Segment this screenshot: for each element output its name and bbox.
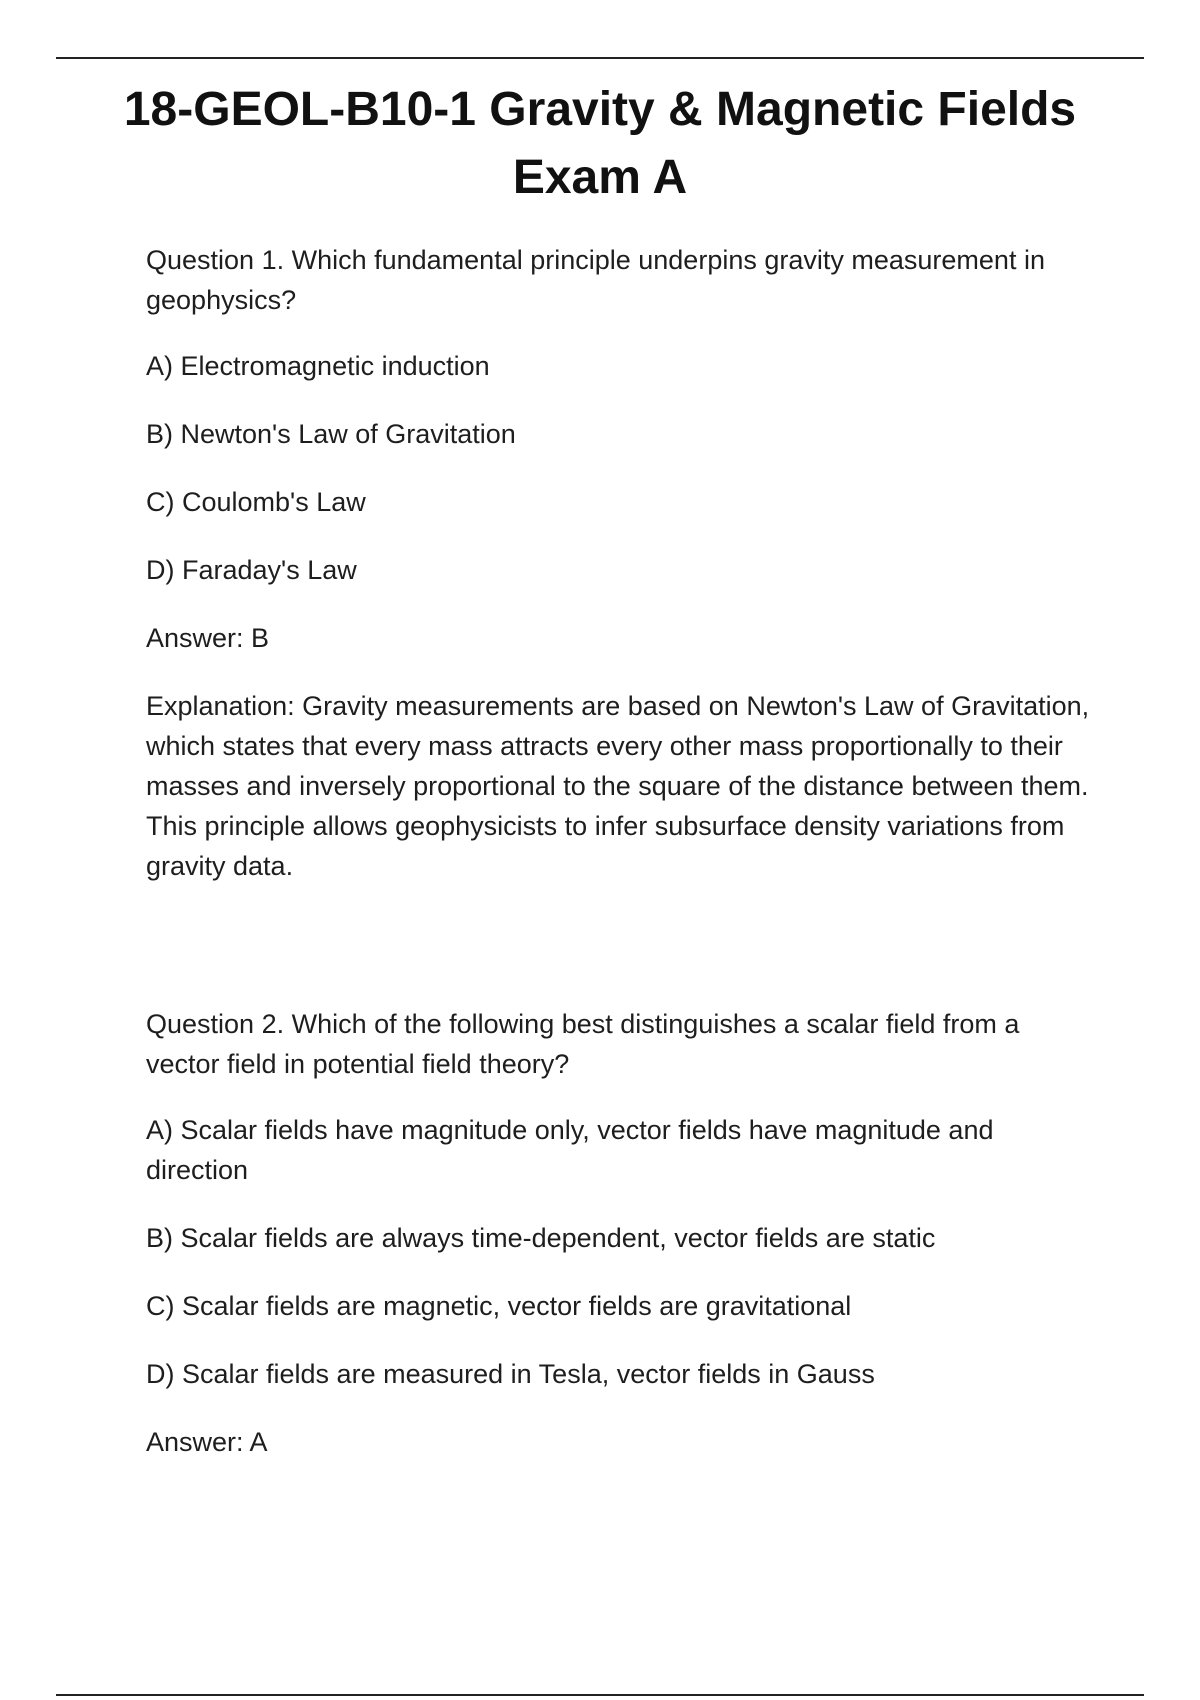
document-title: 18-GEOL-B10-1 Gravity & Magnetic Fields Exam A bbox=[123, 83, 1077, 204]
question-2-option-c: C) Scalar fields are magnetic, vector fields are gravitational bbox=[146, 1291, 852, 1321]
question-1-option-c: C) Coulomb's Law bbox=[146, 487, 366, 517]
question-2-option-a: A) Scalar fields have magnitude only, vector fields have magnitude and direction bbox=[146, 1115, 994, 1185]
document-body bbox=[146, 240, 1096, 1490]
top-rule bbox=[56, 57, 1144, 59]
question-2 bbox=[146, 1004, 1096, 1462]
question-1-text: Question 1. Which fundamental principle underpins gravity measurement in geophysics? bbox=[146, 245, 1045, 315]
bottom-rule bbox=[56, 1694, 1144, 1696]
question-2-answer: Answer: A bbox=[146, 1427, 268, 1457]
question-1-explanation: Explanation: Gravity measurements are based on Newton's Law of Gravitation, which states that every mass attracts every other mass proportionally to their masses and inversely proportional to the square of the distance between them. This principle allows geophysicists to infer subsurface density variations from gravity data. bbox=[146, 691, 1090, 881]
question-1 bbox=[146, 240, 1096, 886]
question-1-answer: Answer: B bbox=[146, 623, 270, 653]
question-2-text: Question 2. Which of the following best distinguishes a scalar field from a vector field in potential field theory? bbox=[146, 1009, 1020, 1079]
question-spacer bbox=[146, 886, 1096, 1004]
question-2-option-b: B) Scalar fields are always time-dependent, vector fields are static bbox=[146, 1223, 936, 1253]
question-2-option-d: D) Scalar fields are measured in Tesla, vector fields in Gauss bbox=[146, 1359, 875, 1389]
question-1-option-d: D) Faraday's Law bbox=[146, 555, 357, 585]
question-1-option-a: A) Electromagnetic induction bbox=[146, 351, 490, 381]
question-1-option-b: B) Newton's Law of Gravitation bbox=[146, 419, 516, 449]
